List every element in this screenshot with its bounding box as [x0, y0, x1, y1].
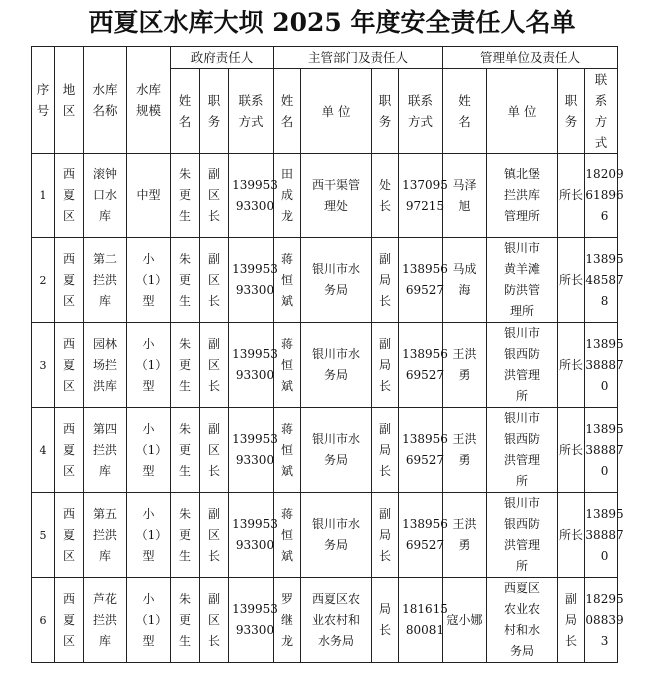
cell-mgmt-name: 王洪勇 [443, 493, 487, 578]
cell-reservoir-scale: 中型 [127, 154, 171, 238]
cell-dept-position: 副局长 [372, 238, 399, 323]
cell-mgmt-contact: 13895388870 [585, 493, 618, 578]
cell-region: 西夏区 [55, 578, 84, 663]
cell-mgmt-position: 副局长 [558, 578, 585, 663]
cell-dept-name: 罗继龙 [274, 578, 301, 663]
cell-dept-name: 蒋恒斌 [274, 323, 301, 408]
table-row [32, 408, 618, 493]
cell-region: 西夏区 [55, 323, 84, 408]
header-management-group: 管理单位及责任人 [443, 47, 618, 69]
cell-mgmt-name: 马成海 [443, 238, 487, 323]
cell-seq: 2 [32, 238, 55, 323]
cell-dept-position: 副局长 [372, 323, 399, 408]
cell-dept-contact: 13895669527 [399, 238, 443, 323]
cell-dept-position: 处长 [372, 154, 399, 238]
cell-dept-contact: 13895669527 [399, 493, 443, 578]
cell-dept-unit: 西干渠管理处 [301, 154, 372, 238]
cell-mgmt-position: 所长 [558, 408, 585, 493]
cell-dept-unit: 银川市水务局 [301, 323, 372, 408]
cell-mgmt-name: 寇小娜 [443, 578, 487, 663]
cell-mgmt-contact: 18295088393 [585, 578, 618, 663]
cell-gov-position: 副区长 [200, 323, 229, 408]
cell-gov-name: 朱更生 [171, 238, 200, 323]
cell-dept-unit: 银川市水务局 [301, 238, 372, 323]
cell-gov-name: 朱更生 [171, 408, 200, 493]
cell-mgmt-contact: 13895388870 [585, 408, 618, 493]
cell-reservoir-scale: 小（1）型 [127, 323, 171, 408]
cell-mgmt-unit: 银川市黄羊滩防洪管理所 [487, 238, 558, 323]
header-dept-unit: 单 位 [301, 69, 372, 154]
cell-seq: 5 [32, 493, 55, 578]
cell-reservoir-scale: 小（1）型 [127, 238, 171, 323]
cell-reservoir-name: 滚钟口水库 [84, 154, 127, 238]
cell-mgmt-name: 王洪勇 [443, 408, 487, 493]
cell-gov-position: 副区长 [200, 493, 229, 578]
cell-reservoir-name: 第二拦洪库 [84, 238, 127, 323]
cell-dept-unit: 西夏区农业农村和水务局 [301, 578, 372, 663]
cell-region: 西夏区 [55, 238, 84, 323]
cell-mgmt-position: 所长 [558, 154, 585, 238]
cell-gov-name: 朱更生 [171, 154, 200, 238]
cell-mgmt-unit: 西夏区农业农村和水务局 [487, 578, 558, 663]
cell-dept-unit: 银川市水务局 [301, 408, 372, 493]
cell-reservoir-scale: 小（1）型 [127, 408, 171, 493]
cell-dept-position: 副局长 [372, 408, 399, 493]
header-reservoir-scale: 水库规模 [127, 47, 171, 154]
cell-gov-position: 副区长 [200, 154, 229, 238]
cell-region: 西夏区 [55, 154, 84, 238]
header-region: 地区 [55, 47, 84, 154]
table-row [32, 323, 618, 408]
cell-mgmt-contact: 13895485878 [585, 238, 618, 323]
cell-reservoir-name: 第五拦洪库 [84, 493, 127, 578]
header-dept-contact: 联系方式 [399, 69, 443, 154]
cell-mgmt-position: 所长 [558, 323, 585, 408]
header-mgmt-contact: 联系方式 [585, 69, 618, 154]
table-row [32, 238, 618, 323]
cell-gov-contact: 13995393300 [229, 154, 274, 238]
cell-gov-contact: 13995393300 [229, 493, 274, 578]
header-mgmt-name: 姓名 [443, 69, 487, 154]
cell-mgmt-unit: 镇北堡拦洪库管理所 [487, 154, 558, 238]
cell-dept-name: 田成龙 [274, 154, 301, 238]
cell-seq: 4 [32, 408, 55, 493]
header-mgmt-position: 职务 [558, 69, 585, 154]
cell-dept-unit: 银川市水务局 [301, 493, 372, 578]
cell-gov-contact: 13995393300 [229, 323, 274, 408]
cell-region: 西夏区 [55, 493, 84, 578]
cell-gov-contact: 13995393300 [229, 578, 274, 663]
cell-gov-name: 朱更生 [171, 323, 200, 408]
header-gov-contact: 联系方式 [229, 69, 274, 154]
header-gov-position: 职务 [200, 69, 229, 154]
cell-seq: 3 [32, 323, 55, 408]
cell-mgmt-contact: 13895388870 [585, 323, 618, 408]
cell-seq: 6 [32, 578, 55, 663]
table-row [32, 154, 618, 238]
cell-dept-name: 蒋恒斌 [274, 238, 301, 323]
cell-mgmt-unit: 银川市银西防洪管理所 [487, 408, 558, 493]
document-title: 西夏区水库大坝 2025 年度安全责任人名单 [88, 8, 576, 37]
cell-dept-contact: 13895669527 [399, 323, 443, 408]
cell-mgmt-position: 所长 [558, 238, 585, 323]
safety-responsibility-table [31, 46, 624, 663]
cell-dept-contact: 13895669527 [399, 408, 443, 493]
cell-reservoir-name: 第四拦洪库 [84, 408, 127, 493]
cell-dept-name: 蒋恒斌 [274, 408, 301, 493]
cell-reservoir-name: 园林场拦洪库 [84, 323, 127, 408]
header-dept-name: 姓名 [274, 69, 301, 154]
cell-gov-position: 副区长 [200, 408, 229, 493]
cell-mgmt-unit: 银川市银西防洪管理所 [487, 493, 558, 578]
header-reservoir-name: 水库名称 [84, 47, 127, 154]
header-seq: 序号 [32, 47, 55, 154]
header-gov-name: 姓名 [171, 69, 200, 154]
cell-dept-position: 局长 [372, 578, 399, 663]
header-department-group: 主管部门及责任人 [274, 47, 443, 69]
cell-mgmt-contact: 18209618966 [585, 154, 618, 238]
cell-reservoir-name: 芦花拦洪库 [84, 578, 127, 663]
header-group-row [32, 47, 618, 69]
cell-gov-contact: 13995393300 [229, 238, 274, 323]
header-dept-position: 职务 [372, 69, 399, 154]
cell-mgmt-name: 王洪勇 [443, 323, 487, 408]
cell-mgmt-unit: 银川市银西防洪管理所 [487, 323, 558, 408]
cell-dept-name: 蒋恒斌 [274, 493, 301, 578]
cell-mgmt-position: 所长 [558, 493, 585, 578]
header-mgmt-unit: 单 位 [487, 69, 558, 154]
cell-gov-name: 朱更生 [171, 578, 200, 663]
cell-dept-contact: 13709597215 [399, 154, 443, 238]
cell-mgmt-name: 马泽旭 [443, 154, 487, 238]
cell-gov-contact: 13995393300 [229, 408, 274, 493]
cell-dept-position: 副局长 [372, 493, 399, 578]
cell-gov-position: 副区长 [200, 578, 229, 663]
header-government-group: 政府责任人 [171, 47, 274, 69]
table-row [32, 493, 618, 578]
cell-reservoir-scale: 小（1）型 [127, 493, 171, 578]
table-row [32, 578, 618, 663]
cell-seq: 1 [32, 154, 55, 238]
cell-region: 西夏区 [55, 408, 84, 493]
cell-reservoir-scale: 小（1）型 [127, 578, 171, 663]
cell-gov-name: 朱更生 [171, 493, 200, 578]
cell-dept-contact: 18161580081 [399, 578, 443, 663]
cell-gov-position: 副区长 [200, 238, 229, 323]
